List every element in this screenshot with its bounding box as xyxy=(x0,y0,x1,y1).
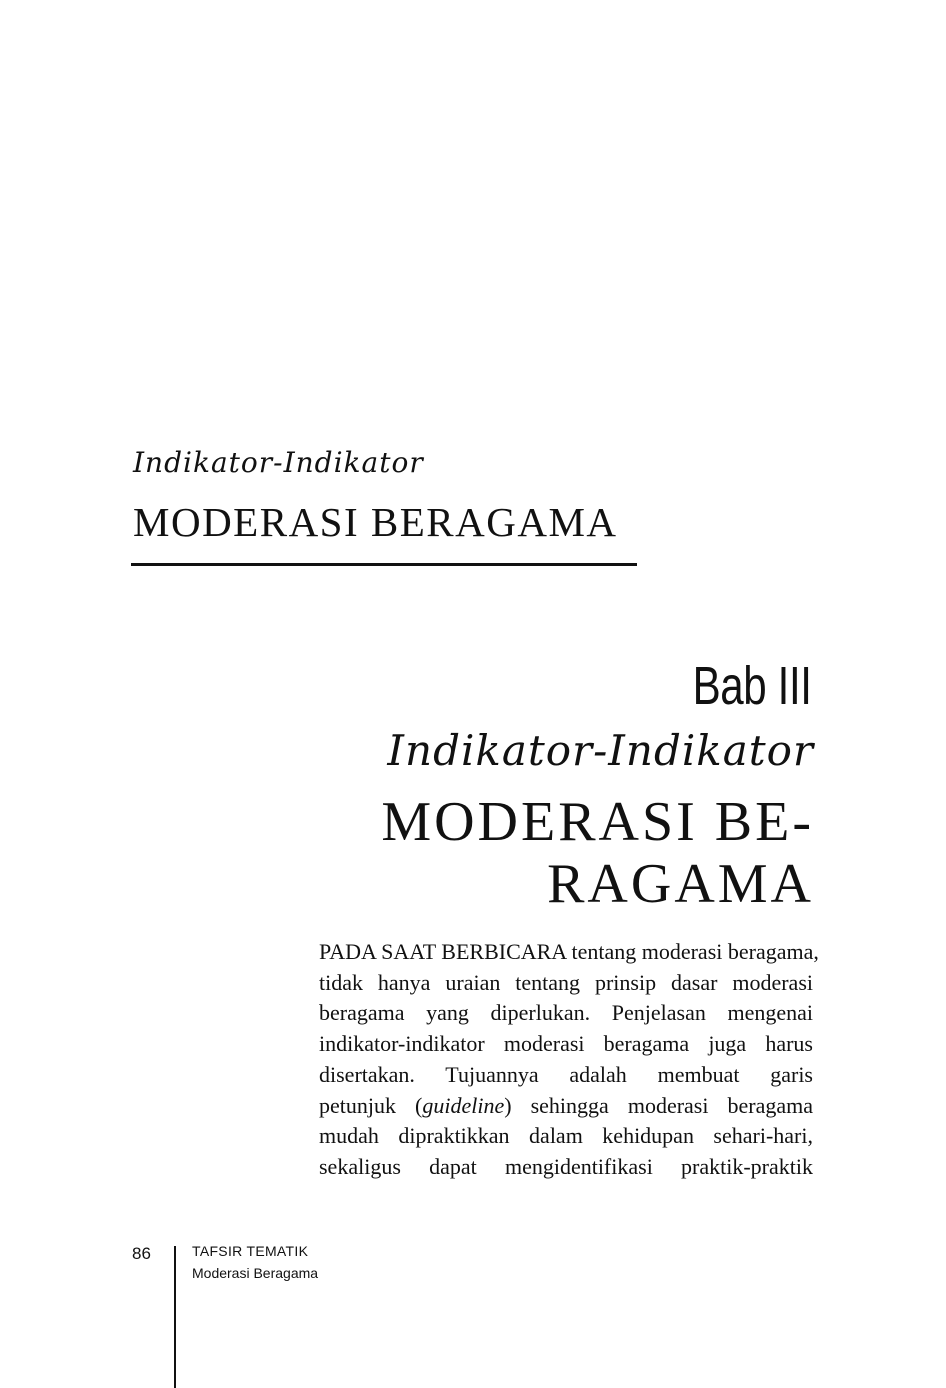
chapter-title-line-1: MODERASI BE- xyxy=(381,791,814,853)
body-line: tidak hanya uraian tentang prinsip dasar moderasi xyxy=(319,969,813,995)
footer-book-title: Moderasi Beragama xyxy=(192,1265,319,1281)
body-line: PADA SAAT BERBICARA tentang moderasi beragama, xyxy=(319,939,819,964)
body-line xyxy=(319,1091,813,1122)
footer-series-title: TAFSIR TEMATIK xyxy=(192,1243,309,1259)
page-number: 86 xyxy=(132,1244,151,1263)
footer-divider xyxy=(174,1246,176,1388)
running-title: MODERASI BERAGAMA xyxy=(133,499,618,545)
running-script-title: Indikator-Indikator xyxy=(133,446,424,479)
chapter-script-title: Indikator-Indikator xyxy=(387,726,814,775)
body-paragraph xyxy=(319,937,819,1183)
body-line: disertakan. Tujuannya adalah membuat garis xyxy=(319,1061,813,1087)
chapter-number: Bab III xyxy=(692,656,812,716)
body-line: indikator-indikator moderasi beragama juga harus xyxy=(319,1031,813,1057)
body-text-segment: petunjuk ( xyxy=(319,1092,423,1118)
body-line: beragama yang diperlukan. Penjelasan mengenai xyxy=(319,1000,813,1026)
body-line: sekaligus dapat mengidentifikasi praktik-praktik xyxy=(319,1153,813,1179)
body-line: mudah dipraktikkan dalam kehidupan sehari-hari, xyxy=(319,1123,813,1149)
italic-term: guideline xyxy=(422,1092,505,1118)
body-text-segment: ) sehingga moderasi beragama xyxy=(504,1092,813,1118)
chapter-title-line-2: RAGAMA xyxy=(547,853,814,915)
title-divider xyxy=(131,563,637,566)
